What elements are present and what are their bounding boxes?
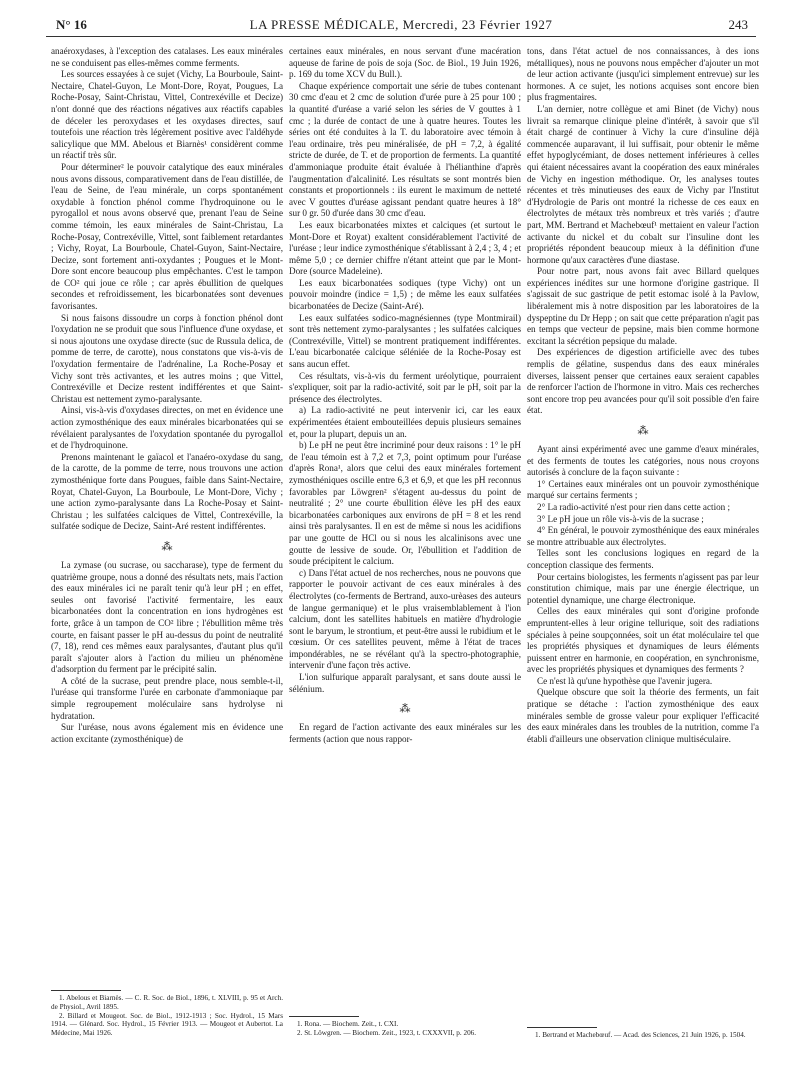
paragraph: 1° Certaines eaux minérales ont un pouvoir zymosthénique marqué sur certains ferments ; [527,478,759,501]
column-3 [527,46,759,1056]
paragraph: Ayant ainsi expérimenté avec une gamme d'eaux minérales, et des ferments de toutes les catégories, nous nous croyons autorisés à conclure de la façon suivante : [527,444,759,478]
footnotes-column-1 [51,990,283,1038]
column-1 [51,46,283,1056]
paragraph: Pour certains biologistes, les ferments n'agissent pas par leur constitution chimique, mais par une énergie électrique, un potentiel dynamique, une charge électronique. [527,571,759,605]
paragraph: Si nous faisons dissoudre un corps à fonction phénol dont l'oxydation ne se produit que sous l'influence d'une oxydase, et si nous ajoutons une oxydase directe (suc de Russula delica, de pomme de terre, de carotte), nous constatons que vis-à-vis de l'oxydation fermentaire de l'adrénaline, La Roche-Posay et Vichy sont très activantes, et les autres moins ; que Vittel, Contrexéville et Decize restent indifférentes et que Saint-Christau est nettement zymo-paralysante. [51,312,283,404]
paragraph: Les eaux bicarbonatées mixtes et calciques (et surtout le Mont-Dore et Royat) exaltent considérablement l'activité de l'uréase ; leur indice zymosthénique s'établissant à 2,4 ; 3, 4 ; et même 5,0 ; ce dernier chiffre n'étant atteint que par le Mont-Dore (source Madeleine). [289,219,521,277]
page-header [46,14,756,37]
paragraph: 3° Le pH joue un rôle vis-à-vis de la sucrase ; [537,513,704,524]
paragraph: Chaque expérience comportait une série de tubes contenant 30 cmc d'eau et 2 cmc de solution d'urée pure à 25 pour 100 ; la quantité d'uréase a varié selon les séries de V gouttes à 1 cmc ; la durée de contact de une à quatre heures. Toutes les séries ont été conduites à la T. du laboratoire avec témoin à l'eau ordinaire, très peu minéralisée, de pH = 7,2, à égalité stricte de durée, de T. et de proportion de ferments. La quantité d'ammoniaque produite était évaluée à l'hélianthine d'après l'augmentation d'alcalinité. Les résultats se sont montrés bien constants et proportionnels : ils eurent le maximum de netteté avec V gouttes d'uréase agissant pendant quatre heures à 18° sur 0 gr. 50 d'urée dans 30 cmc d'eau. [289,80,521,219]
paragraph: Ainsi, vis-à-vis d'oxydases directes, on met en évidence une action zymosthénique des eaux minérales bicarbonatées qui se révélaient paralysantes de l'oxydation spontanée du pyrogallol et de l'hydroquinone. [51,405,283,451]
paragraph: Telles sont les conclusions logiques en regard de la conception classique des ferments. [527,548,759,570]
paragraph: L'ion sulfurique apparaît paralysant, et sans doute aussi le sélénium. [289,672,521,694]
paragraph: c) Dans l'état actuel de nos recherches, nous ne pouvons que rapporter le pouvoir activant de ces eaux minérales à des électrolytes (co-ferments de Bertrand, auxo-urèases des auteurs de langue germanique) et le plus vraisemblablement à l'ion calcium, dont les satellites habituels en matière d'hydrologie sont le baryum, le strontium, et peut-être aussi le rubidium et le cœsium. Or ces satellites peuvent, même à l'état de traces impondérables, ne se révélant qu'à la spectro-photographie, intervenir d'une façon très active. [289,567,521,671]
paragraph: 4° En général, le pouvoir zymosthénique des eaux minérales se montre attribuable aux électrolytes. [527,525,759,547]
paragraph: L'an dernier, notre collègue et ami Binet (de Vichy) nous livrait sa remarque clinique pleine d'intérêt, à savoir que s'il était chargé de continuer à Vichy la cure d'insuline déjà commencée auparavant, il lui suffisait, pour obtenir le même effet hypoglycémiant, de doses nettement inférieures à celles qui étaient nécessaires avant la coopération des eaux minérales de Vichy en ingestion méthodique. Or, les analyses toutes récentes et très minutieuses des eaux de Vichy par l'Institut d'Hydrologie de Paris ont montré la richesse de ces eaux en électrolytes de métaux très nombreux et très variés ; d'autre part, MM. Bertrand et Machebœuf¹ mettaient en valeur l'action activante du nickel et du cobalt sur l'insuline dont les propriétés répondent beaucoup mieux à la définition d'une hormone qu'aux caractères d'une diastase. [527,103,759,265]
paragraph: En regard de l'action activante des eaux minérales sur les ferments (action que nous rappor- [289,722,521,744]
paragraph: Ces résultats, vis-à-vis du ferment uréolytique, pourraient s'expliquer, soit par la radio-activité, soit par le pH, soit par la présence des électrolytes. [289,370,521,404]
paragraph: Des expériences de digestion artificielle avec des tubes remplis de gélatine, suspendus dans des eaux minérales diverses, laissent penser que certaines eaux seraient capables de renforcer l'action de l'hormone in vitro. Mais ces recherches sont encore trop peu avancées pour qu'il soit possible d'en faire état. [527,347,759,416]
issue-number: N° 16 [56,17,87,32]
footnote-rule [51,990,121,991]
footnote: 2. St. Löwgren. — Biochem. Zeit., 1923, t. CXXXVII, p. 206. [297,1028,477,1037]
paragraph: Ce n'est là qu'une hypothèse que l'avenir jugera. [537,675,713,686]
footnotes-column-2 [289,1016,521,1038]
column-2 [289,46,521,1056]
paragraph: a) La radio-activité ne peut intervenir ici, car les eaux expérimentées étaient embouteillées depuis plusieurs semaines et, pour la plupart, depuis un an. [289,405,521,439]
paragraph: anaéroxydases, à l'exception des catalases. Les eaux minérales ne se conduisent pas elles-mêmes comme ferments. [51,46,283,68]
paragraph: Pour notre part, nous avons fait avec Billard quelques expériences inédites sur une hormone d'origine gastrique. Il s'agissait de suc gastrique de petit estomac isolé à la Pavlow, libéralement mis à notre disposition par les laboratoires de la dyspeptine du Dr Hepp ; on sait que cette préparation n'agit pas en temps que vecteur de pepsine, mais bien comme hormone excitant la sécrétion pepsique du malade. [527,266,759,346]
footnote: 1. Rona. — Biochem. Zeit., t. CXI. [297,1020,399,1028]
footnote-rule [289,1016,359,1017]
footnote: 2. Billard et Mougeot. Soc. de Biol., 1912-1913 ; Soc. Hydrol., 15 Mars 1914. — Glénard. Soc. Hydrol., 15 Février 1913. — Mougeot et Aubertot. La Médecine, Mai 1926. [51,1011,283,1038]
footnote: 1. Abelous et Biarnès. — C. R. Soc. de Biol., 1896, t. XLVIII, p. 95 et Arch. de Physiol., Avril 1895. [51,994,283,1011]
paragraph: b) Le pH ne peut être incriminé pour deux raisons : 1° le pH de l'eau témoin est à 7,2 et 7,3, point optimum pour l'uréase d'après Rona¹, alors que celui des eaux minérales fortement zymosthéniques oscille entre 6,3 et 6,9, et que les pH reconnus favorables par Löwgren² s'étagent au-dessus du point de neutralité ; 2° une courte ébullition élève les pH des eaux bicarbonatées carboniques aux environs de pH = 8 et les rend ainsi très paralysantes. Il en est de même si nous les acidifions par une goutte de HCl ou si nous les alcalinisons avec une goutte de lessive de soude. Or, l'ébullition et l'addition de soude précipitent le calcium. [289,440,521,567]
journal-title: LA PRESSE MÉDICALE, Mercredi, 23 Février 1927 [249,17,553,32]
section-separator: ⁂ [161,540,173,553]
footnote: 1. Bertrand et Machebœuf. — Acad. des Sciences, 21 Juin 1926, p. 1504. [535,1031,746,1039]
paragraph: La zymase (ou sucrase, ou saccharase), type de ferment du quatrième groupe, nous a donné des résultats nets, mais l'action des eaux minérales ici ne paraît tenir qu'à leur pH ; en effet, seules ont favorisé l'activité fermentaire, les eaux bicarbonatées dont la concentration en ions hydrogènes est forte, grâce à un tampon de CO² libre ; l'ébullition même très courte, en faisant passer le pH au-dessus du point de neutralité (7, 18), rend ces mêmes eaux paralysantes, d'autant plus qu'il paraît s'ajouter alors à l'action du milieu un phénomène d'adsorption du ferment par le précipité salin. [51,559,283,675]
paragraph: tons, dans l'état actuel de nos connaissances, à des ions métalliques), nous ne pouvons nous empêcher d'ajouter un mot de leur action activante (jusqu'ici simplement entrevue) sur les hormones. A ce sujet, les notions acquises sont encore bien plus fragmentaires. [527,46,759,103]
paragraph: Les eaux sulfatées sodico-magnésiennes (type Montmirail) sont très nettement zymo-paralysantes ; les sulfatées calciques (Contrexéville, Vittel) se montrent pratiquement indifférentes. L'eau bicarbonatée calcique séléniée de la Roche-Posay est sans aucun effet. [289,312,521,370]
paragraph: Quelque obscure que soit la théorie des ferments, un fait pratique se détache : l'action zymosthénique des eaux minérales semble de grosse valeur pour expliquer l'efficacité des eaux minérales dans les troubles de la nutrition, comme l'a établi d'ailleurs une observation clinique multiséculaire. [527,687,759,744]
paragraph: certaines eaux minérales, en nous servant d'une macération aqueuse de farine de pois de soja (Soc. de Biol., 19 Juin 1926, p. 169 du tome XCV du Bull.). [289,46,521,80]
footnote-rule [527,1027,597,1028]
paragraph: 2° La radio-activité n'est pour rien dans cette action ; [537,501,731,512]
paragraph: Celles des eaux minérales qui sont d'origine profonde empruntent-elles à leur origine tellurique, soit des radiations spéciales à peine soupçonnées, soit un état moléculaire tel que les propriétés physiques et dynamiques de leurs éléments puissent entrer en harmonie, en coopération, en synchronisme, avec les propriétés physiques et dynamiques des ferments ? [527,606,759,675]
section-separator: ⁂ [399,703,411,716]
footnotes-column-3 [527,1027,759,1040]
paragraph: Prenons maintenant le gaïacol et l'anaéro-oxydase du sang, de la carotte, de la pomme de terre, nous trouvons une action zymosthénique forte dans Pougues, faible dans Saint-Nectaire, Royat, Chatel-Guyon, La Bourboule, Le Mont-Dore, Vichy ; une action zymo-paralysante dans La Roche-Posay et Saint-Christau ; les sulfatées calciques de Vittel, Contrexéville, la sulfatée sodique de Decize, Saint-Aré restent indifférentes. [51,451,283,532]
paragraph: Les eaux bicarbonatées sodiques (type Vichy) ont un pouvoir moindre (indice = 1,5) ; de même les eaux sulfatées bicarbonatées de Decize (Saint-Aré). [289,277,521,312]
paragraph: A côté de la sucrase, peut prendre place, nous semble-t-il, l'uréase qui transforme l'urée en carbonate d'ammoniaque par simple regroupement moléculaire sans hydrolyse ni hydratation. [51,675,283,721]
page-number: 243 [728,17,748,32]
paragraph: Sur l'uréase, nous avons également mis en évidence une action excitante (zymosthénique) de [51,722,283,744]
paragraph: Pour déterminer² le pouvoir catalytique des eaux minérales nous avons dissous, comparativement dans de l'eau distillée, de l'eau de Seine, de l'eau minérale, un corps spontanément oxydable à fonction phénol comme l'hydroquinone ou le pyrogallol et nous avons observé que, prenant l'eau de Seine comme témoin, les eaux minérales de Saint-Christau, La Roche-Posay, Contrexéville, Vittel, sont faiblement retardantes ; Vichy, Royat, La Bourboule, Chatel-Guyon, Saint-Nectaire, Decize, sont fortement anti-oxydantes ; Pougues et le Mont-Dore sont encore beaucoup plus empêchantes. C'est le tampon de CO² qui joue ce rôle ; car après ébullition de quelques secondes et refroidissement, les bicarbonatées sont devenues favorisantes. [51,161,283,312]
section-separator: ⁂ [637,425,649,437]
paragraph: Les sources essayées à ce sujet (Vichy, La Bourboule, Saint-Nectaire, Chatel-Guyon, Le Mont-Dore, Royat, Pougues, La Roche-Posay, Saint-Christau, Vittel, Contrexéville et Decize) n'ont donné que des réactions négatives aux réactifs capables de déceler les peroxydases et les oxydases directes, sauf toutefois une réaction très légèrement positive avec l'aldéhyde salicylique que MM. Abelous et Biarnès¹ considèrent comme un réactif très sûr. [51,69,283,161]
